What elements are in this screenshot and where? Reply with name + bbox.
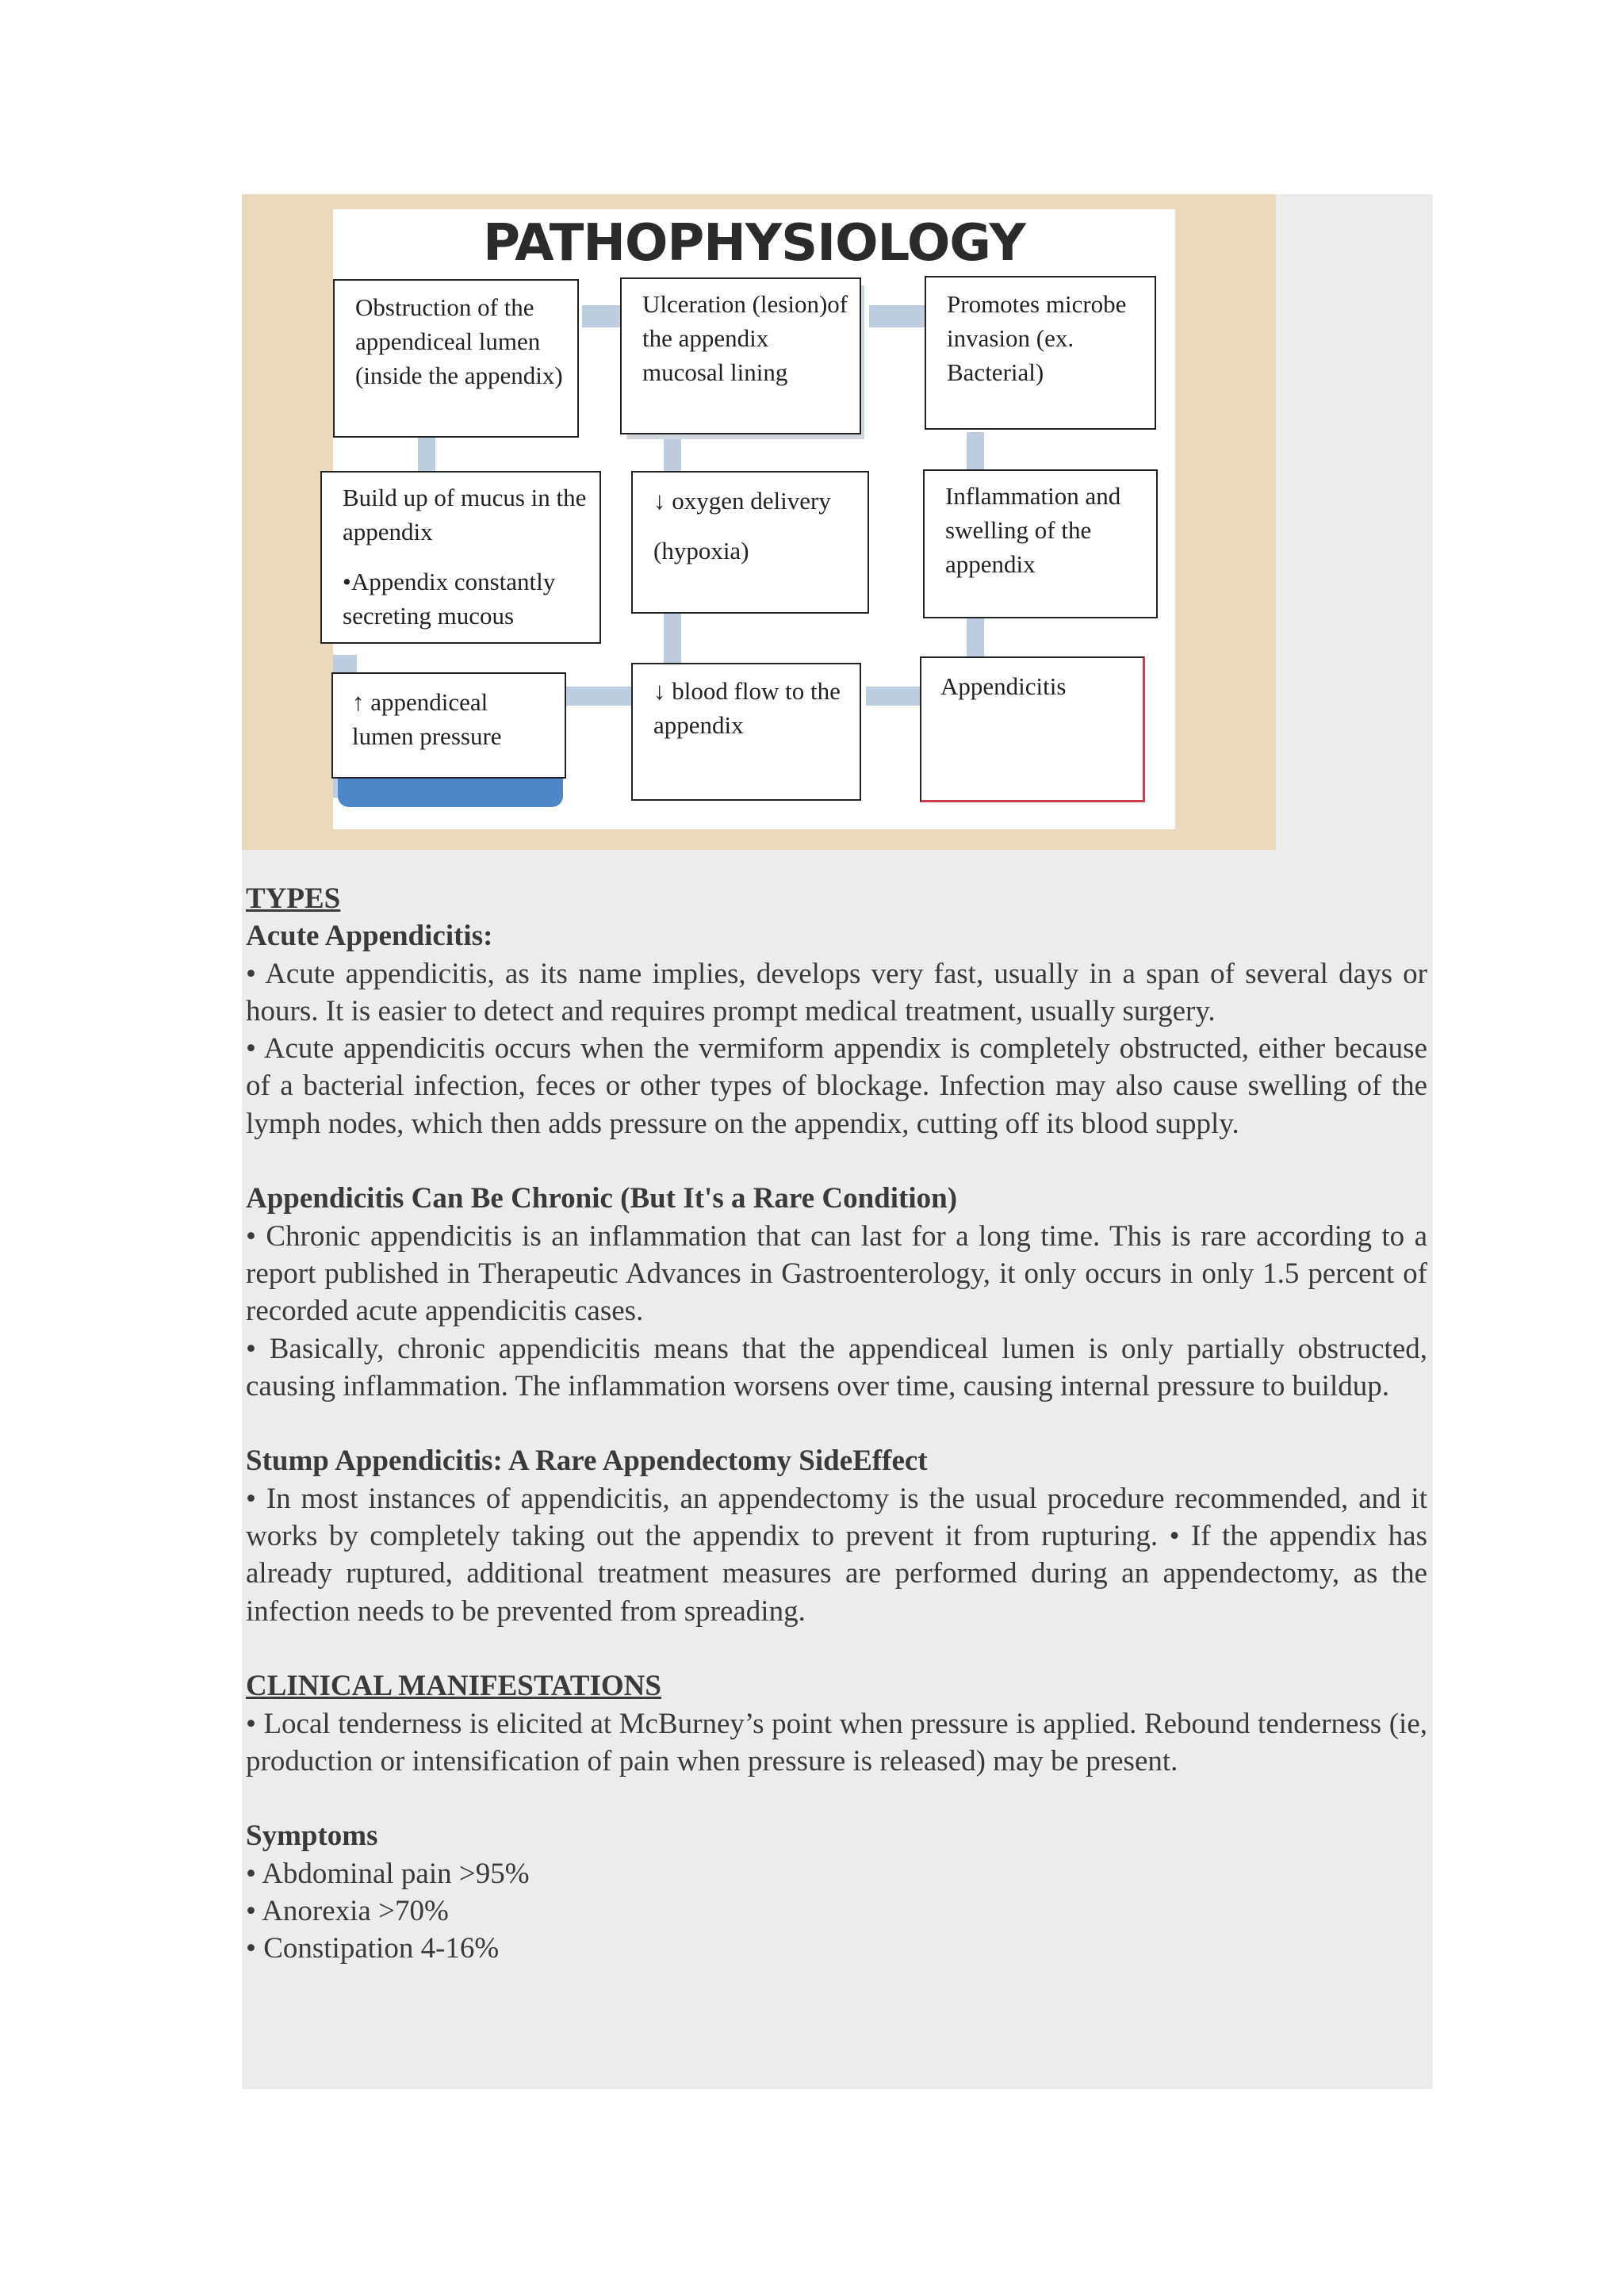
types-heading: TYPES (246, 882, 341, 915)
box-ulceration-text: Ulceration (lesion)of the appendix mucosal lining (642, 290, 848, 386)
box-appendicitis (920, 656, 1145, 802)
acute-paragraph-2: • Acute appendicitis occurs when the vermiform appendix is completely obstructed, either because of a bacterial infection, feces or other types of blockage. Infection may also cause swelling of the lymph nodes, which then adds pressure on the appendix, cutting off its blood supply. (246, 1032, 1427, 1140)
box-mucus-text: Build up of mucus in the appendix (343, 484, 587, 545)
stump-paragraph: • In most instances of appendicitis, an appendectomy is the usual procedure recommended, and it works by completely taking out the appendix to prevent it from rupturing. • If the appendix has already ruptured, additional treatment measures are performed during an appendectomy, as the infection needs to be prevented from spreading. (246, 1482, 1427, 1628)
symptom-item: • Constipation 4-16% (246, 1932, 500, 1965)
spacer (246, 1780, 1427, 1817)
box-bloodflow (631, 663, 861, 801)
stump-heading: Stump Appendicitis: A Rare Appendectomy SideEffect (246, 1445, 928, 1478)
spacer (246, 1630, 1427, 1667)
spacer (246, 1142, 1427, 1180)
box-obstruction (333, 279, 579, 438)
acute-heading: Acute Appendicitis: (246, 920, 493, 953)
acute-paragraph-1: • Acute appendicitis, as its name implies, develops very fast, usually in a span of several days or hours. It is easier to detect and requires prompt medical treatment, usually surgery. (246, 957, 1427, 1027)
spacer (246, 1405, 1427, 1442)
box-inflammation-text: Inflammation and swelling of the appendix (945, 482, 1121, 578)
document-text (246, 880, 1427, 1968)
chronic-paragraph-2: • Basically, chronic appendicitis means that the appendiceal lumen is only partially obstructed, causing inflammation. The inflammation worsens over time, causing internal pressure to buildup. (246, 1332, 1427, 1402)
figure-title: PATHOPHYSIOLOGY (483, 214, 1025, 273)
box-oxygen-subtext: (hypoxia) (653, 537, 749, 564)
box-appendicitis-text: Appendicitis (940, 672, 1067, 700)
box-inflammation (923, 469, 1158, 618)
box-mucus-bullet: •Appendix constantly secreting mucous (343, 568, 556, 629)
box-pressure (331, 672, 566, 779)
clinical-paragraph: • Local tenderness is elicited at McBurney’s point when pressure is applied. Rebound tenderness (ie, production or intensification of pain when pressure is released) may be present. (246, 1707, 1427, 1777)
box-oxygen (631, 471, 869, 614)
symptoms-heading: Symptoms (246, 1820, 378, 1853)
box-obstruction-text: Obstruction of the appendiceal lumen (inside the appendix) (355, 293, 563, 389)
box-oxygen-text: ↓ oxygen delivery (653, 487, 831, 515)
box-ulceration (620, 277, 861, 434)
box-microbe-text: Promotes microbe invasion (ex. Bacterial) (947, 290, 1127, 386)
chronic-heading: Appendicitis Can Be Chronic (But It's a Rare Condition) (246, 1182, 958, 1215)
box-bloodflow-text: ↓ blood flow to the appendix (653, 677, 841, 739)
symptom-item: • Abdominal pain >95% (246, 1857, 530, 1890)
symptom-item: • Anorexia >70% (246, 1895, 449, 1928)
chronic-paragraph-1: • Chronic appendicitis is an inflammation that can last for a long time. This is rare according to a report published in Therapeutic Advances in Gastroenterology, it only occurs in only 1.5 percent of recorded acute appendicitis cases. (246, 1219, 1427, 1328)
box-microbe (925, 276, 1156, 430)
box-mucus (320, 471, 601, 644)
clinical-heading: CLINICAL MANIFESTATIONS (246, 1670, 661, 1703)
box-pressure-text: ↑ appendiceal lumen pressure (352, 688, 502, 750)
